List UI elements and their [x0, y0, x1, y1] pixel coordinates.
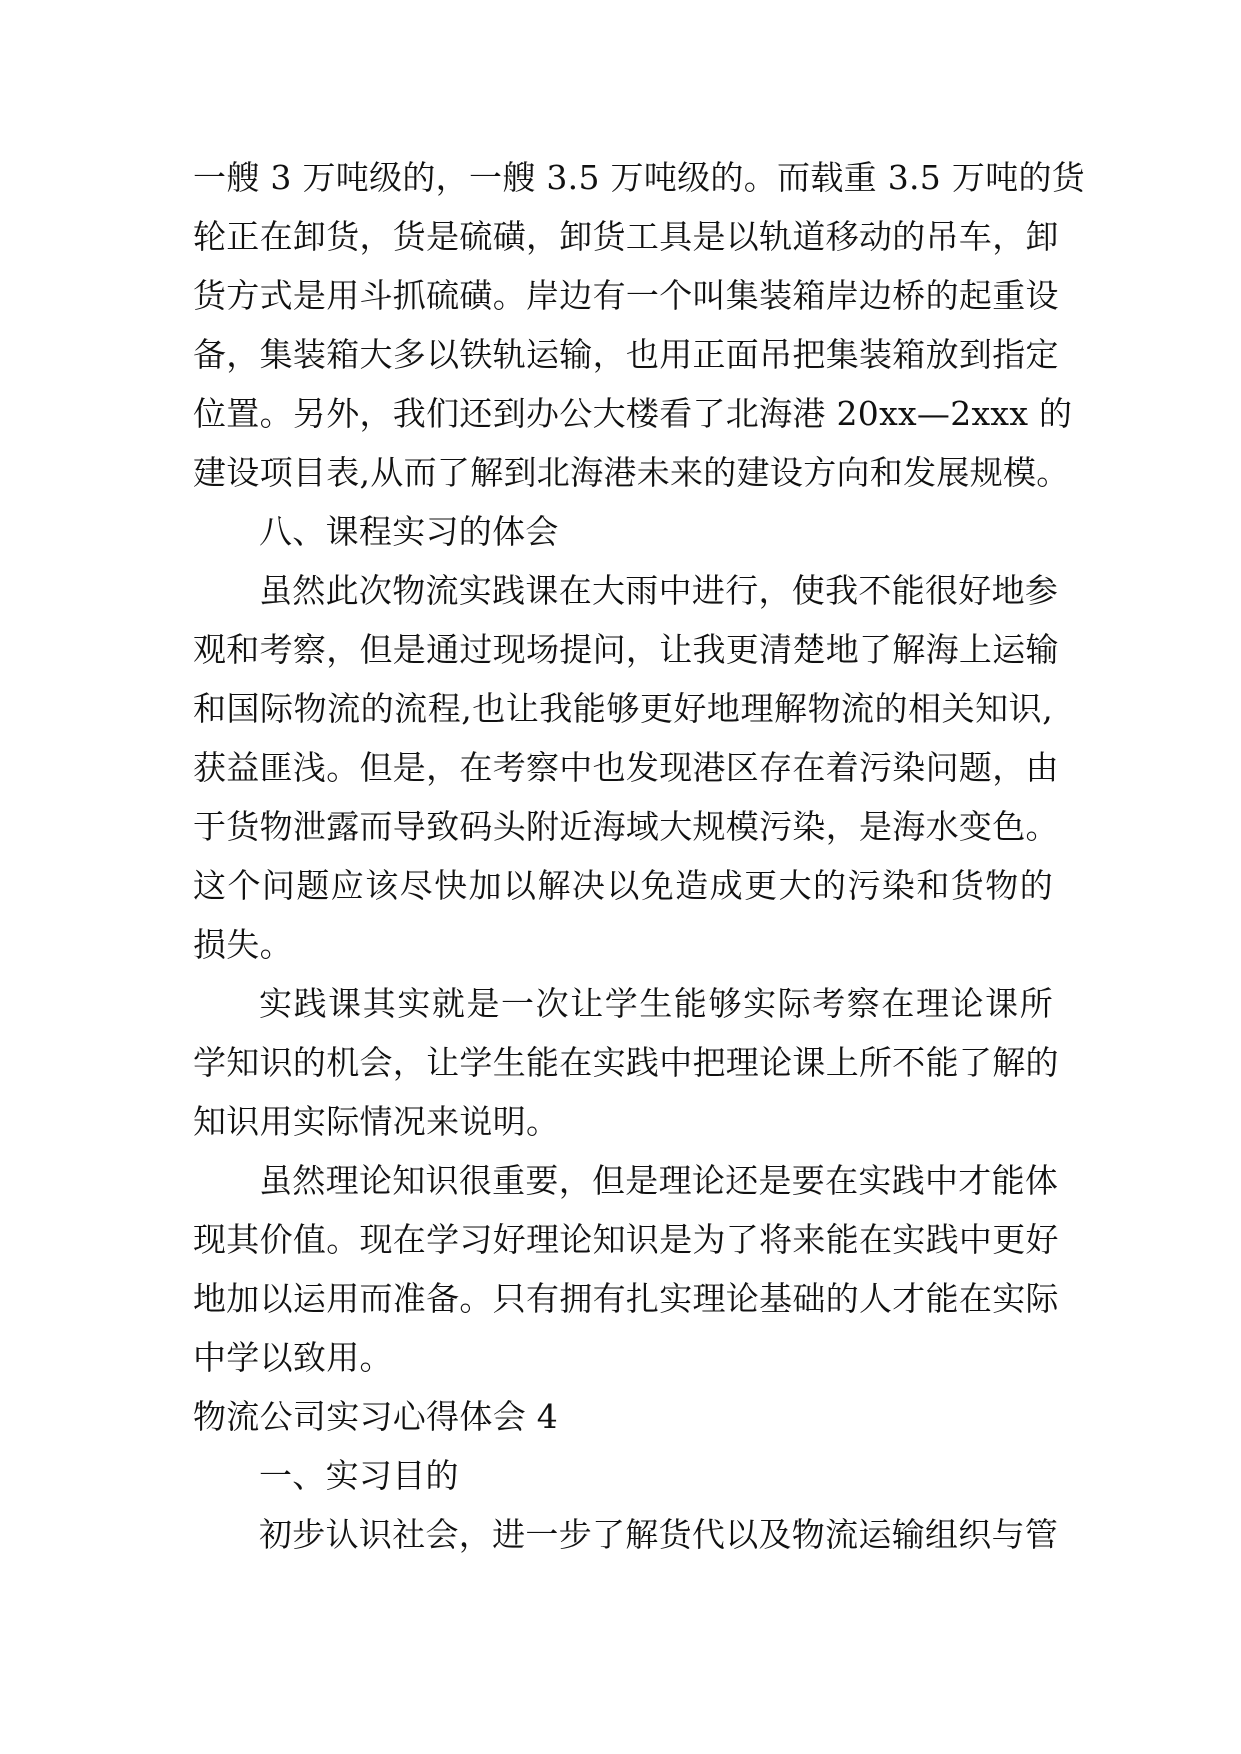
text-line: 知识用实际情况来说明。 [193, 1102, 560, 1141]
text-line: 和国际物流的流程,也让我能够更好地理解物流的相关知识, [193, 689, 1053, 728]
text-line: 获益匪浅。但是，在考察中也发现港区存在着污染问题，由 [193, 748, 1059, 787]
text-line: 一艘 3 万吨级的，一艘 3.5 万吨级的。而载重 3.5 万吨的货 [193, 158, 1086, 197]
text-line: 轮正在卸货，货是硫磺，卸货工具是以轨道移动的吊车，卸 [193, 217, 1059, 256]
text-line: 损失。 [193, 925, 293, 964]
text-line: 现其价值。现在学习好理论知识是为了将来能在实践中更好 [193, 1220, 1059, 1259]
text-line: 货方式是用斗抓硫磺。岸边有一个叫集装箱岸边桥的起重设 [193, 276, 1059, 315]
text-line: 学知识的机会，让学生能在实践中把理论课上所不能了解的 [193, 1043, 1059, 1082]
text-line: 初步认识社会，进一步了解货代以及物流运输组织与管 [259, 1515, 1059, 1554]
section-heading: 一、实习目的 [259, 1456, 459, 1495]
text-line: 中学以致用。 [193, 1338, 393, 1377]
text-line: 于货物泄露而导致码头附近海域大规模污染，是海水变色。 [193, 807, 1059, 846]
text-line: 实践课其实就是一次让学生能够实际考察在理论课所 [259, 984, 1053, 1023]
text-line: 虽然理论知识很重要，但是理论还是要在实践中才能体 [259, 1161, 1059, 1200]
text-line: 这个问题应该尽快加以解决以免造成更大的污染和货物的 [193, 866, 1053, 905]
section-heading: 八、课程实习的体会 [259, 512, 559, 551]
text-line: 虽然此次物流实践课在大雨中进行，使我不能很好地参 [259, 571, 1059, 610]
text-line: 建设项目表,从而了解到北海港未来的建设方向和发展规模。 [193, 453, 1070, 492]
text-line: 位置。另外，我们还到办公大楼看了北海港 20xx—2xxx 的 [193, 394, 1073, 433]
text-line: 备，集装箱大多以铁轨运输，也用正面吊把集装箱放到指定 [193, 335, 1059, 374]
text-line: 观和考察，但是通过现场提问，让我更清楚地了解海上运输 [193, 630, 1059, 669]
document-body [193, 148, 1086, 1564]
text-line: 地加以运用而准备。只有拥有扎实理论基础的人才能在实际 [193, 1279, 1059, 1318]
document-title: 物流公司实习心得体会 4 [193, 1397, 559, 1436]
